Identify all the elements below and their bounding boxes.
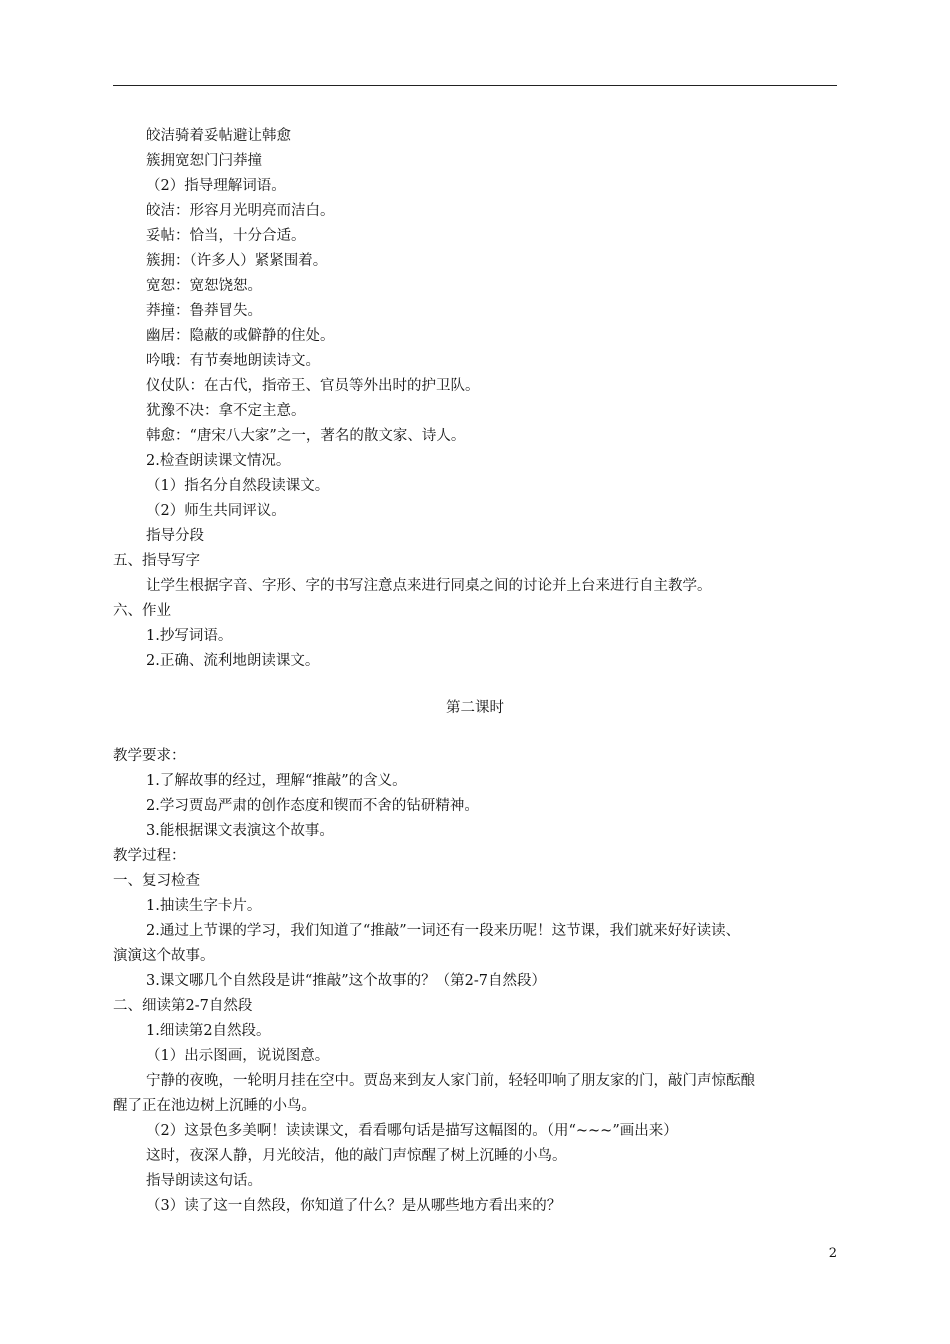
section-heading: 二、细读第2-7自然段 bbox=[113, 998, 253, 1014]
paragraph-line: 这时，夜深人静，月光皎洁，他的敲门声惊醒了树上沉睡的小鸟。 bbox=[146, 1148, 567, 1164]
list-item: 1.抽读生字卡片。 bbox=[146, 898, 262, 914]
section-heading: 教学要求： bbox=[113, 748, 186, 764]
step-line: （2）指导理解词语。 bbox=[146, 178, 286, 194]
definition-line: 韩愈：“唐宋八大家”之一，著名的散文家、诗人。 bbox=[146, 428, 466, 444]
word-list-line: 簇拥宽恕门闩莽撞 bbox=[146, 153, 262, 169]
list-item: 1.抄写词语。 bbox=[146, 628, 233, 644]
paragraph-line: 2.通过上节课的学习，我们知道了“推敲”一词还有一段来历呢！这节课，我们就来好好读读、 bbox=[146, 923, 741, 939]
header-rule bbox=[113, 85, 837, 86]
definition-line: 簇拥：（许多人）紧紧围着。 bbox=[146, 253, 328, 269]
list-item: 2.学习贾岛严肃的创作态度和锲而不舍的钻研精神。 bbox=[146, 798, 479, 814]
list-item: 3.能根据课文表演这个故事。 bbox=[146, 823, 334, 839]
step-line: 2.检查朗读课文情况。 bbox=[146, 453, 291, 469]
list-item: 2.正确、流利地朗读课文。 bbox=[146, 653, 320, 669]
paragraph-line: 宁静的夜晚，一轮明月挂在空中。贾岛来到友人家门前，轻轻叩响了朋友家的门，敲门声惊酝酿 bbox=[146, 1073, 755, 1089]
list-item: 1.了解故事的经过，理解“推敲”的含义。 bbox=[146, 773, 407, 789]
step-line: 指导分段 bbox=[146, 528, 204, 544]
section-heading: 五、指导写字 bbox=[113, 553, 200, 569]
definition-line: 皎洁：形容月光明亮而洁白。 bbox=[146, 203, 335, 219]
definition-line: 妥帖：恰当，十分合适。 bbox=[146, 228, 306, 244]
step-line: （3）读了这一自然段，你知道了什么？是从哪些地方看出来的？ bbox=[146, 1198, 562, 1214]
section-heading: 六、作业 bbox=[113, 603, 171, 619]
definition-line: 仪仗队：在古代，指帝王、官员等外出时的护卫队。 bbox=[146, 378, 480, 394]
step-line: （1）指名分自然段读课文。 bbox=[146, 478, 330, 494]
word-list-line: 皎洁骑着妥帖避让韩愈 bbox=[146, 128, 291, 144]
page-number: 2 bbox=[828, 1246, 837, 1261]
step-line: （2）这景色多美啊！读读课文，看看哪句话是描写这幅图的。（用“~~~”画出来） bbox=[146, 1123, 678, 1139]
paragraph-line-continued: 醒了正在池边树上沉睡的小鸟。 bbox=[113, 1098, 316, 1114]
step-line: （2）师生共同评议。 bbox=[146, 503, 286, 519]
list-item: 3.课文哪几个自然段是讲“推敲”这个故事的？（第2-7自然段） bbox=[146, 973, 547, 989]
section-heading: 教学过程： bbox=[113, 848, 186, 864]
paragraph-line: 让学生根据字音、字形、字的书写注意点来进行同桌之间的讨论并上台来进行自主教学。 bbox=[146, 578, 712, 594]
section-heading: 一、复习检查 bbox=[113, 873, 200, 889]
document-body bbox=[113, 124, 837, 1219]
definition-line: 吟哦：有节奏地朗读诗文。 bbox=[146, 353, 320, 369]
paragraph-line-continued: 演演这个故事。 bbox=[113, 948, 215, 964]
lesson-title: 第二课时 bbox=[446, 700, 504, 716]
paragraph-line: 指导朗读这句话。 bbox=[146, 1173, 262, 1189]
definition-line: 莽撞：鲁莽冒失。 bbox=[146, 303, 262, 319]
list-item: 1.细读第2自然段。 bbox=[146, 1023, 271, 1039]
step-line: （1）出示图画，说说图意。 bbox=[146, 1048, 330, 1064]
definition-line: 幽居：隐蔽的或僻静的住处。 bbox=[146, 328, 335, 344]
definition-line: 犹豫不决：拿不定主意。 bbox=[146, 403, 306, 419]
definition-line: 宽恕：宽恕饶恕。 bbox=[146, 278, 262, 294]
